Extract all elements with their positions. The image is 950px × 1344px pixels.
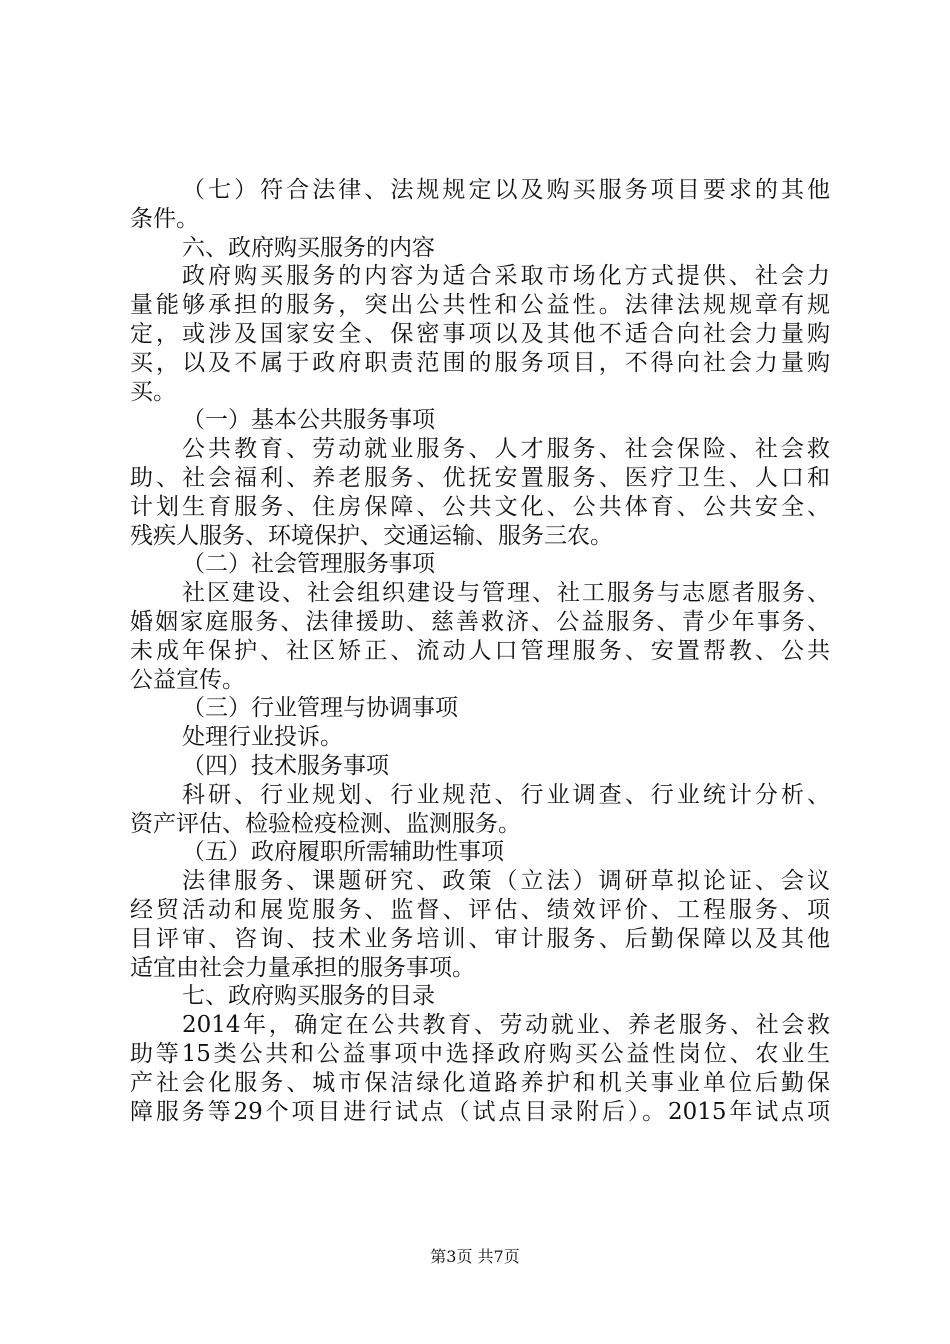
text-line: 科研、行业规划、行业规范、行业调查、行业统计分析、 [182,781,830,808]
text-line: （四）技术服务事项 [182,753,389,779]
text-line: 2014年，确定在公共教育、劳动就业、养老服务、社会救 [182,1012,830,1039]
text-line: 障服务等29个项目进行试点（试点目录附后）。2015年试点项 [130,1098,830,1125]
text-line: 目评审、咨询、技术业务培训、审计服务、后勤保障以及其他 [130,925,830,952]
text-line: 适宜由社会力量承担的服务事项。 [130,954,475,981]
text-line: 条件。 [130,205,199,232]
text-line: 六、政府购买服务的内容 [182,234,435,261]
text-line: 量能够承担的服务，突出公共性和公益性。法律法规规章有规 [130,292,830,319]
text-line: 公共教育、劳动就业服务、人才服务、社会保险、社会救 [182,436,830,463]
text-line: 买，以及不属于政府职责范围的服务项目，不得向社会力量购 [130,349,830,376]
text-line: 计划生育服务、住房保障、公共文化、公共体育、公共安全、 [130,493,830,520]
text-line: 未成年保护、社区矫正、流动人口管理服务、安置帮教、公共 [130,637,830,664]
text-line: 买。 [130,378,176,405]
text-line: （一）基本公共服务事项 [182,407,435,434]
text-line: 经贸活动和展览服务、监督、评估、绩效评价、工程服务、项 [130,897,830,923]
text-line: 社区建设、社会组织建设与管理、社工服务与志愿者服务、 [182,580,830,607]
text-line: 残疾人服务、环境保护、交通运输、服务三农。 [130,522,613,549]
text-line: 产社会化服务、城市保洁绿化道路养护和机关事业单位后勤保 [130,1069,830,1096]
text-line: 婚姻家庭服务、法律援助、慈善救济、公益服务、青少年事务、 [130,609,830,635]
text-line: 法律服务、课题研究、政策（立法）调研草拟论证、会议 [182,868,830,895]
text-line: 七、政府购买服务的目录 [182,983,435,1010]
text-line: 政府购买服务的内容为适合采取市场化方式提供、社会力 [182,263,830,290]
text-line: （二）社会管理服务事项 [182,551,435,578]
text-line: （五）政府履职所需辅助性事项 [182,839,504,866]
text-line: 定，或涉及国家安全、保密事项以及其他不适合向社会力量购 [130,321,830,347]
page-footer: 第3页 共7页 [430,1247,520,1266]
text-line: （三）行业管理与协调事项 [182,695,458,722]
text-line: 助、社会福利、养老服务、优抚安置服务、医疗卫生、人口和 [130,465,830,491]
text-line: （七）符合法律、法规规定以及购买服务项目要求的其他 [182,177,830,203]
text-line: 助等15类公共和公益事项中选择政府购买公益性岗位、农业生 [130,1041,830,1067]
text-line: 公益宣传。 [130,666,245,693]
text-line: 资产评估、检验检疫检测、监测服务。 [130,810,521,837]
text-line: 处理行业投诉。 [182,724,343,751]
